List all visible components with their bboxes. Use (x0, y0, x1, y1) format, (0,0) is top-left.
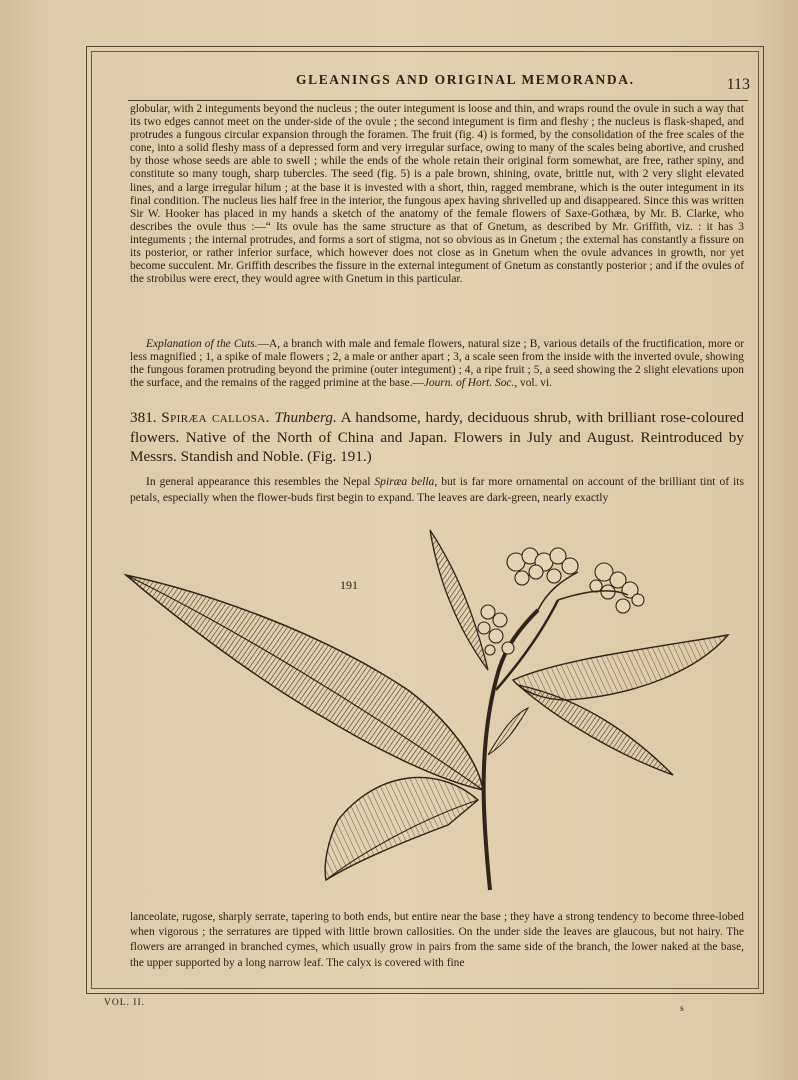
volume-label: VOL. II. (104, 998, 145, 1008)
paragraph-leaf-description (130, 910, 744, 971)
leaf-upright (430, 530, 488, 670)
explanation-source-tail: , vol. vi. (514, 377, 552, 390)
leaf-large-left (126, 575, 483, 790)
flower-cluster-upper (507, 548, 644, 613)
paragraph-text: lanceolate, rugose, sharply serrate, tapering to both ends, but entire near the base ; they have a strong tendency to become three-lobed when vigorous ; the serratures are tipped with little brown callosities. On the under side the leaves are glaucous, but not hairy. The flowers are arranged in branched cymes, which usually grow in pairs from the same side of the branch, the lower naked at the base, the upper supported by a long narrow leaf. The calyx is covered with fine (130, 911, 744, 969)
running-title: GLEANINGS AND ORIGINAL MEMORANDA. (296, 72, 635, 87)
paragraph-ovule-description (130, 103, 744, 286)
figure-number: 191 (340, 578, 358, 592)
leaf-small-mid (488, 708, 528, 755)
signature-mark: s (680, 1004, 684, 1014)
flower-cluster-lower (478, 605, 514, 655)
paragraph-text: globular, with 2 integuments beyond the nucleus ; the outer integument is loose and thin, and wraps round the ovule in such a way that its two edges cannot meet on the under-side of the ovule ; the second integument is firm and fleshy ; the nucleus is flask-shaped, and protrudes a fungous circular expansion through the foramen. The fruit (fig. 4) is formed, by the consolidation of the free scales of the cone, into a solid fleshy mass of a depressed form and very irregular surface, owing to many of the scales being abortive, and crushed by those whose seeds are able to swell ; while the ends of the whole retain their original form somewhat, are free, rather spiny, and constitute so many tough, sharp tubercles. The seed (fig. 5) is a pale brown, shining, ovate, brittle nut, with 2 very slight elevated lines, and a large irregular hilum ; at the base it is invested with a short, thin, ragged membrane, which is the outer integument in its final condition. The nucleus lies half free in the interior, the fungous apex having shrivelled up and disappeared. Since this was written Sir W. Hooker has placed in my hands a sketch of the anatomy of the female flowers of Saxe-Gothæa, by Mr. B. Clarke, who describes the ovule thus :—“ Its ovule has the same structure as that of Gnetum, as described by Mr. Griffith, viz. : it has 3 integuments ; the internal protrudes, and forms a sort of stigma, not so obvious as in Gnetum ; the external has constantly a fissure on its posterior, or rather inferior surface, which however does not close as in Gnetum when the ovule advances in growth, nor yet become succulent. Mr. Griffith describes the fissure in the external integument of Gnetum as constantly posterior ; and if the ovules of the strobilus were erect, they would agree with Gnetum in this particular. (130, 103, 744, 286)
appearance-italic-name: Spiræa bella (374, 475, 435, 488)
page-number: 113 (726, 76, 750, 93)
explanation-text (130, 338, 744, 390)
running-head (96, 70, 750, 100)
species-description: A handsome, hardy, deciduous shrub, with brilliant rose-coloured flowers. Native of the North of China and Japan. Flowers in July and August. Reintroduced by Messrs. Standish and Noble. (Fig. 191.) (130, 409, 745, 465)
appearance-start: In general appearance this resembles the Nepal (146, 475, 375, 488)
species-entry-heading (130, 408, 744, 467)
botanical-illustration (118, 520, 738, 900)
leaf-right (513, 635, 728, 700)
paragraph-species-appearance (130, 474, 744, 506)
species-authority: Thunberg. (274, 409, 337, 426)
header-rule (128, 100, 748, 101)
appearance-rest: , but is far more ornamental on account of the brilliant tint of its petals, especially when the flower-buds first begin to expand. The leaves are dark-green, nearly exactly (130, 475, 744, 504)
species-number: 381. (130, 409, 157, 426)
explanation-body: —A, a branch with male and female flowers, natural size ; B, various details of the fructification, more or less magnified ; 1, a spike of male flowers ; 2, a male or anther apart ; 3, a scale seen from the inside with the inverted ovule, showing the fungous foramen protruding beyond the primine (outer integument) ; 4, a ripe fruit ; 5, a seed showing the 2 slight elevations upon the surface, and the remains of the ragged primine at the base.— (130, 338, 744, 390)
explanation-source: Journ. of Hort. Soc. (423, 377, 515, 390)
leaf-right-lower (518, 685, 673, 775)
appearance-text (130, 474, 744, 506)
explanation-label: Explanation of the Cuts. (146, 338, 258, 350)
paragraph-explanation-of-cuts (130, 338, 744, 390)
species-name: Spiræa callosa. (161, 409, 270, 426)
